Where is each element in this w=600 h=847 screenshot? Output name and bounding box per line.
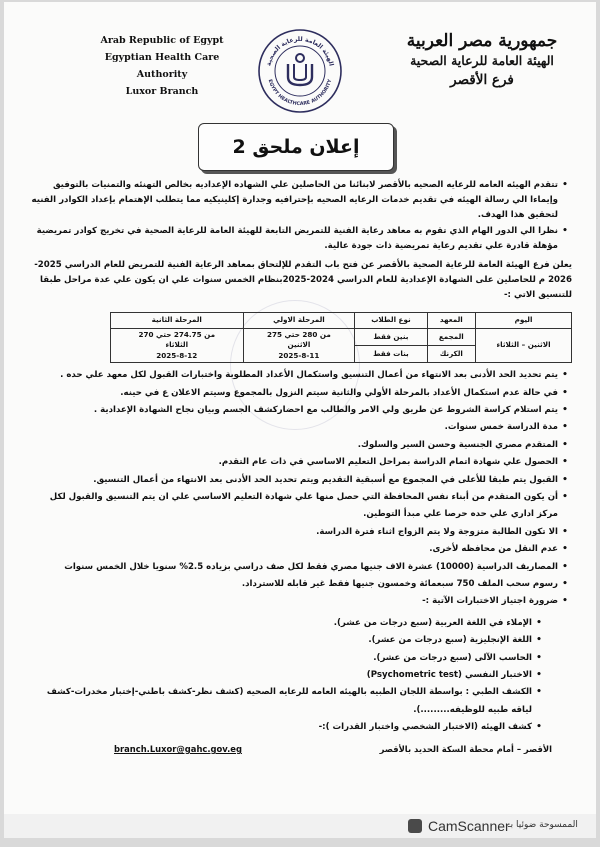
list-item: • الحصول علي شهادة اتمام الدراسة بمراحل التعليم الاساسي في ذات عام التقدم.	[218, 457, 568, 468]
list-item: • يتم استلام كراسة الشروط عن طريق ولي الامر والطالب مع احضاركشف الجسم وبيان نجاح الشهادة الإعدادية .	[93, 404, 568, 415]
announcement-text: يعلن فرع الهيئة العامة للرعاية الصحية بالأقصر عن فتح باب التقدم للإلتحاق بمعاهد الرعاية الفنية للتمريض للعام الدراسي 2025-2026 م للحاصلين على الشهادة الإعدادية للعام الدراسي 2024-2025بنظام الخمس سنوات علي ان يكون علي عدة مراحل طبقا للتنسيق الاتي :-	[34, 260, 572, 301]
table-cell-students: بنين فقط	[355, 328, 427, 345]
list-item: • القبول يتم طبقا للأعلى في المجموع مع أسبقية التقديم ويتم تحديد الحد الأدنى بعد الانتهاء من أعمال التنسيق.	[93, 474, 568, 485]
list-item: • المصاريف الدراسية (10000) عشرة الاف جنيها مصري فقط لكل صف دراسي بزياده 2.5% سنويا خلال الخمس سنوات	[64, 561, 568, 572]
list-item: • عدم النقل من محافظه لأخرى.	[429, 544, 568, 555]
list-item: • في حالة عدم استكمال الأعداد بالمرحلة الأولي والثانية سيتم النزول بالمجموع وسيتم الاعلان ع في حينه.	[120, 387, 568, 398]
list-item: • أن يكون المتقدم من أبناء نفس المحافظة التي حصل منها علي شهادة التعليم الاساسي علي ان يتم التنسيق والقبول لكل مركز اداري علي حده حرصا علي مبدأ التوطين.	[49, 491, 568, 520]
document-page	[4, 2, 596, 838]
list-item: • الحاسب الآلى (سبع درجات من عشر).	[373, 652, 542, 663]
list-item: • الكشف الطبي : بواسطة اللجان الطبيه بالهيئه العامه للرعايه الصحيه (كشف نظر-كشف باطني-إختبار مخدرات-كشف لياقه طبيه للوظيفه.........).	[46, 687, 542, 715]
table-header: المعهد	[427, 312, 476, 328]
footer-address: الأقصر – أمام محطة السكة الحديد بالأقصر	[379, 744, 552, 754]
camscanner-watermark	[4, 814, 596, 838]
camscanner-icon	[408, 819, 422, 833]
logo-arc-bottom: EGYPT HEALTHCARE AUTHORITY	[266, 78, 334, 108]
table-cell-institute: المجمع	[427, 328, 476, 345]
list-item: • يتم تحديد الحد الأدنى بعد الانتهاء من أعمال التنسيق واستكمال الأعداد المطلوبة واختبارات القبول لكل معهد علي حده .	[60, 370, 568, 381]
table-row	[111, 328, 572, 345]
list-item: • كشف الهيئه (الاختبار الشخصي واختبار القدرات ):-	[318, 722, 542, 733]
list-item: • الإملاء في اللغة العربية (سبع درجات من عشر).	[333, 617, 542, 628]
table-header: المرحلة الاولي	[243, 312, 355, 328]
intro-paragraph: • نظرا الي الدور الهام الذي تقوم به معاهد رعاية الفنية للتمريض التابعة للهيئة العامة للرعاية الصحية في تخريج كوادر تمريضية مؤهلة قادرة علي تقديم رعاية تمريضية ذات جودة عالية.	[36, 225, 568, 251]
svg-text:EGYPT HEALTHCARE AUTHORITY	[267, 78, 334, 107]
ehca-logo-icon	[256, 27, 344, 115]
table-cell-day: الاثنين – الثلاثاء	[476, 328, 572, 363]
list-item: • اللغة الإنجليزية (سبع درجات من عشر).	[368, 635, 542, 646]
conditions-list	[28, 367, 572, 611]
document-body	[28, 178, 572, 737]
list-item: • المتقدم مصري الجنسية وحسن السير والسلوك.	[357, 439, 568, 450]
list-item: • الا تكون الطالبة متزوجة ولا يتم الزواج اثناء فترة الدراسة.	[316, 526, 568, 537]
table-header-row	[111, 312, 572, 328]
logo-arc-top: الهيئة العامة للرعاية الصحية	[265, 35, 335, 67]
header-authority-ar: الهيئة العامة للرعاية الصحية	[410, 53, 554, 68]
header-authority: Egyptian Health Care Authority	[104, 52, 220, 80]
schedule-table	[110, 312, 572, 364]
camscanner-brand: CamScanner	[428, 818, 510, 834]
table-cell-phase1: من 280 حتي 275 الاثنين 2025-8-11	[243, 328, 355, 363]
table-header: اليوم	[476, 312, 572, 328]
table-cell-phase2: من 274.75 حتي 270 الثلاثاء 2025-8-12	[111, 328, 244, 363]
table-header: نوع الطلاب	[355, 312, 427, 328]
header-country-ar: جمهورية مصر العربية	[406, 31, 558, 51]
list-item: • مدة الدراسة خمس سنوات.	[444, 422, 568, 433]
header-arabic	[382, 30, 582, 90]
list-item: • رسوم سحب الملف 750 سبعمائة وخمسون جنيها فقط غير قابله للاسترداد.	[241, 579, 568, 589]
header-country: Arab Republic of Egypt	[100, 35, 224, 46]
exams-list	[28, 615, 572, 737]
table-header: المرحلة الثانية	[111, 312, 244, 328]
list-item: • ضرورة اجتياز الاختبارات الآتية :-	[422, 596, 568, 607]
announcement-title: إعلان ملحق 2	[198, 123, 394, 171]
table-cell-students: بنات فقط	[355, 345, 427, 362]
table-cell-institute: الكرنك	[427, 345, 476, 362]
list-item: • الاختبار النفسي (Psychometric test)	[366, 670, 542, 681]
header-branch-ar: فرع الأقصر	[450, 72, 514, 88]
header-branch: Luxor Branch	[125, 86, 199, 97]
header-english	[82, 32, 242, 100]
footer-email[interactable]: branch.Luxor@gahc.gov.eg	[114, 744, 242, 754]
intro-paragraph: • تتقدم الهيئه العامه للرعايه الصحيه بالأقصر لابنائنا من الحاصلين علي الشهاده الإعداديه بخالص التهنئه والتمنيات بالتوفيق وإيماءا الي رسالة الهيئه في تقديم خدمات الرعايه الصحيه بإحترافيه وجدارة إكلينيكيه مما يتطلب الإهتمام بإعداد الكوادر الفنيه لتحقيق هذا الهدف.	[31, 180, 568, 221]
camscanner-caption: الممسوحة ضوئيا بـ	[508, 820, 578, 830]
